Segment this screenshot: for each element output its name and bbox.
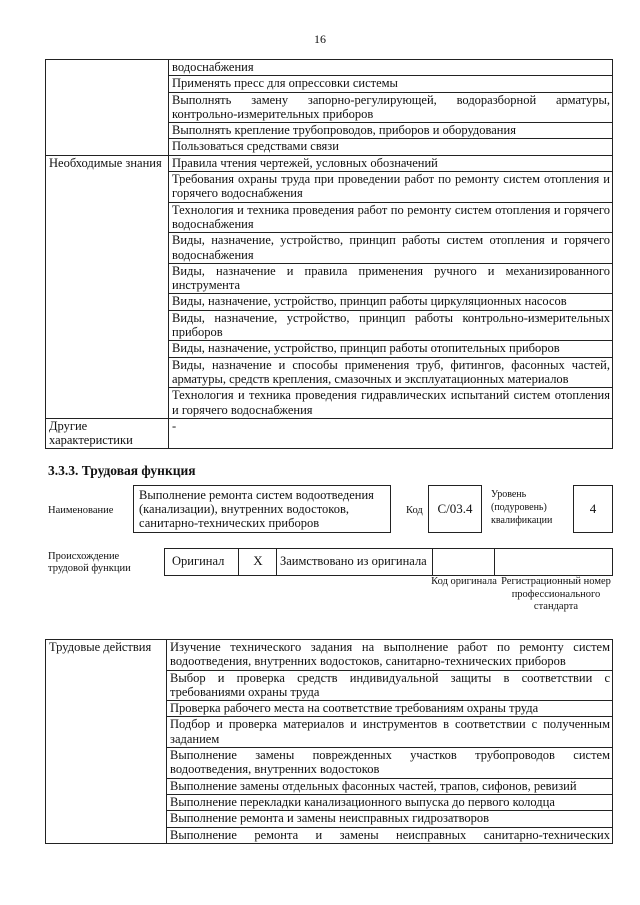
borrowed-label: Заимствовано из оригинала	[277, 549, 433, 576]
list-item: Выполнять замену запорно-регулирующей, водоразборной арматуры, контрольно-измерительных приборов	[169, 92, 613, 123]
level-label: Уровень (подуровень) квалификации	[491, 489, 553, 526]
list-item: Выполнение замены отдельных фасонных частей, трапов, сифонов, ревизий	[167, 778, 613, 794]
list-item: Выбор и проверка средств индивидуальной защиты в соответствии с требованиями охраны труда	[167, 670, 613, 701]
list-item: Виды, назначение, устройство, принцип работы циркуляционных насосов	[169, 294, 613, 310]
list-item: -	[169, 418, 613, 449]
row-label-knowledge: Необходимые знания	[46, 155, 169, 418]
list-item: Технология и техника проведения гидравлических испытаний систем отопления и горячего водоснабжения	[169, 388, 613, 419]
code-value-box: С/03.4	[428, 485, 482, 533]
original-label: Оригинал	[165, 549, 239, 576]
list-item: Применять пресс для опрессовки системы	[169, 76, 613, 92]
original-mark: X	[239, 549, 277, 576]
code-label: Код	[406, 505, 423, 516]
list-item: Правила чтения чертежей, условных обозначений	[169, 155, 613, 171]
list-item: Выполнение перекладки канализационного выпуска до первого колодца	[167, 794, 613, 810]
list-item: Выполнение ремонта и замены неисправных гидрозатворов	[167, 811, 613, 827]
page-number: 16	[314, 32, 326, 46]
table-row	[165, 549, 613, 576]
table-row	[46, 418, 613, 449]
table-row	[46, 640, 613, 671]
row-label-other: Другие характеристики	[46, 418, 169, 449]
list-item: Виды, назначение и правила применения ручного и механизированного инструмента	[169, 263, 613, 294]
section-title: 3.3.3. Трудовая функция	[48, 463, 196, 478]
list-item: Пользоваться средствами связи	[169, 139, 613, 155]
name-label: Наименование	[48, 505, 114, 516]
list-item: Изучение технического задания на выполнение работ по ремонту систем водоотведения, внутренних водостоков, санитарно-технических приборов	[167, 640, 613, 671]
table-row	[46, 155, 613, 171]
list-item: Требования охраны труда при проведении работ по ремонту систем отопления и горячего водоснабжения	[169, 172, 613, 203]
actions-label: Трудовые действия	[46, 640, 167, 844]
actions-table	[45, 639, 613, 844]
list-item: Выполнение ремонта и замены неисправных санитарно-технических	[167, 827, 613, 843]
requirements-table	[45, 59, 613, 449]
reg-number-caption: Регистрационный номер профессионального стандарта	[501, 576, 611, 612]
list-item: Подбор и проверка материалов и инструментов в соответствии с полученным заданием	[167, 717, 613, 748]
list-item: Виды, назначение, устройство, принцип работы систем отопления и горячего водоснабжения	[169, 233, 613, 264]
row-label	[46, 60, 169, 156]
list-item: Выполнять крепление трубопроводов, приборов и оборудования	[169, 123, 613, 139]
list-item: Проверка рабочего места на соответствие требованиям охраны труда	[167, 701, 613, 717]
list-item: Виды, назначение, устройство, принцип работы контрольно-измерительных приборов	[169, 310, 613, 341]
origin-label: Происхождение трудовой функции	[48, 551, 131, 574]
list-item: Виды, назначение и способы применения труб, фитингов, фасонных частей, арматуры, средств крепления, смазочных и эксплуатационных материалов	[169, 357, 613, 388]
level-value-box: 4	[573, 485, 613, 533]
function-name-box: Выполнение ремонта систем водоотведения (канализации), внутренних водостоков, санитарно-технических приборов	[133, 485, 391, 533]
list-item: Виды, назначение, устройство, принцип работы отопительных приборов	[169, 341, 613, 357]
table-row	[46, 60, 613, 76]
origin-table	[164, 548, 613, 576]
list-item: водоснабжения	[169, 60, 613, 76]
origin-code-caption: Код оригинала	[431, 576, 497, 587]
list-item: Технология и техника проведения работ по ремонту систем отопления и горячего водоснабжения	[169, 202, 613, 233]
list-item: Выполнение замены поврежденных участков трубопроводов систем водоотведения, внутренних водостоков	[167, 748, 613, 779]
origin-code-cell	[433, 549, 495, 576]
reg-number-cell	[495, 549, 613, 576]
